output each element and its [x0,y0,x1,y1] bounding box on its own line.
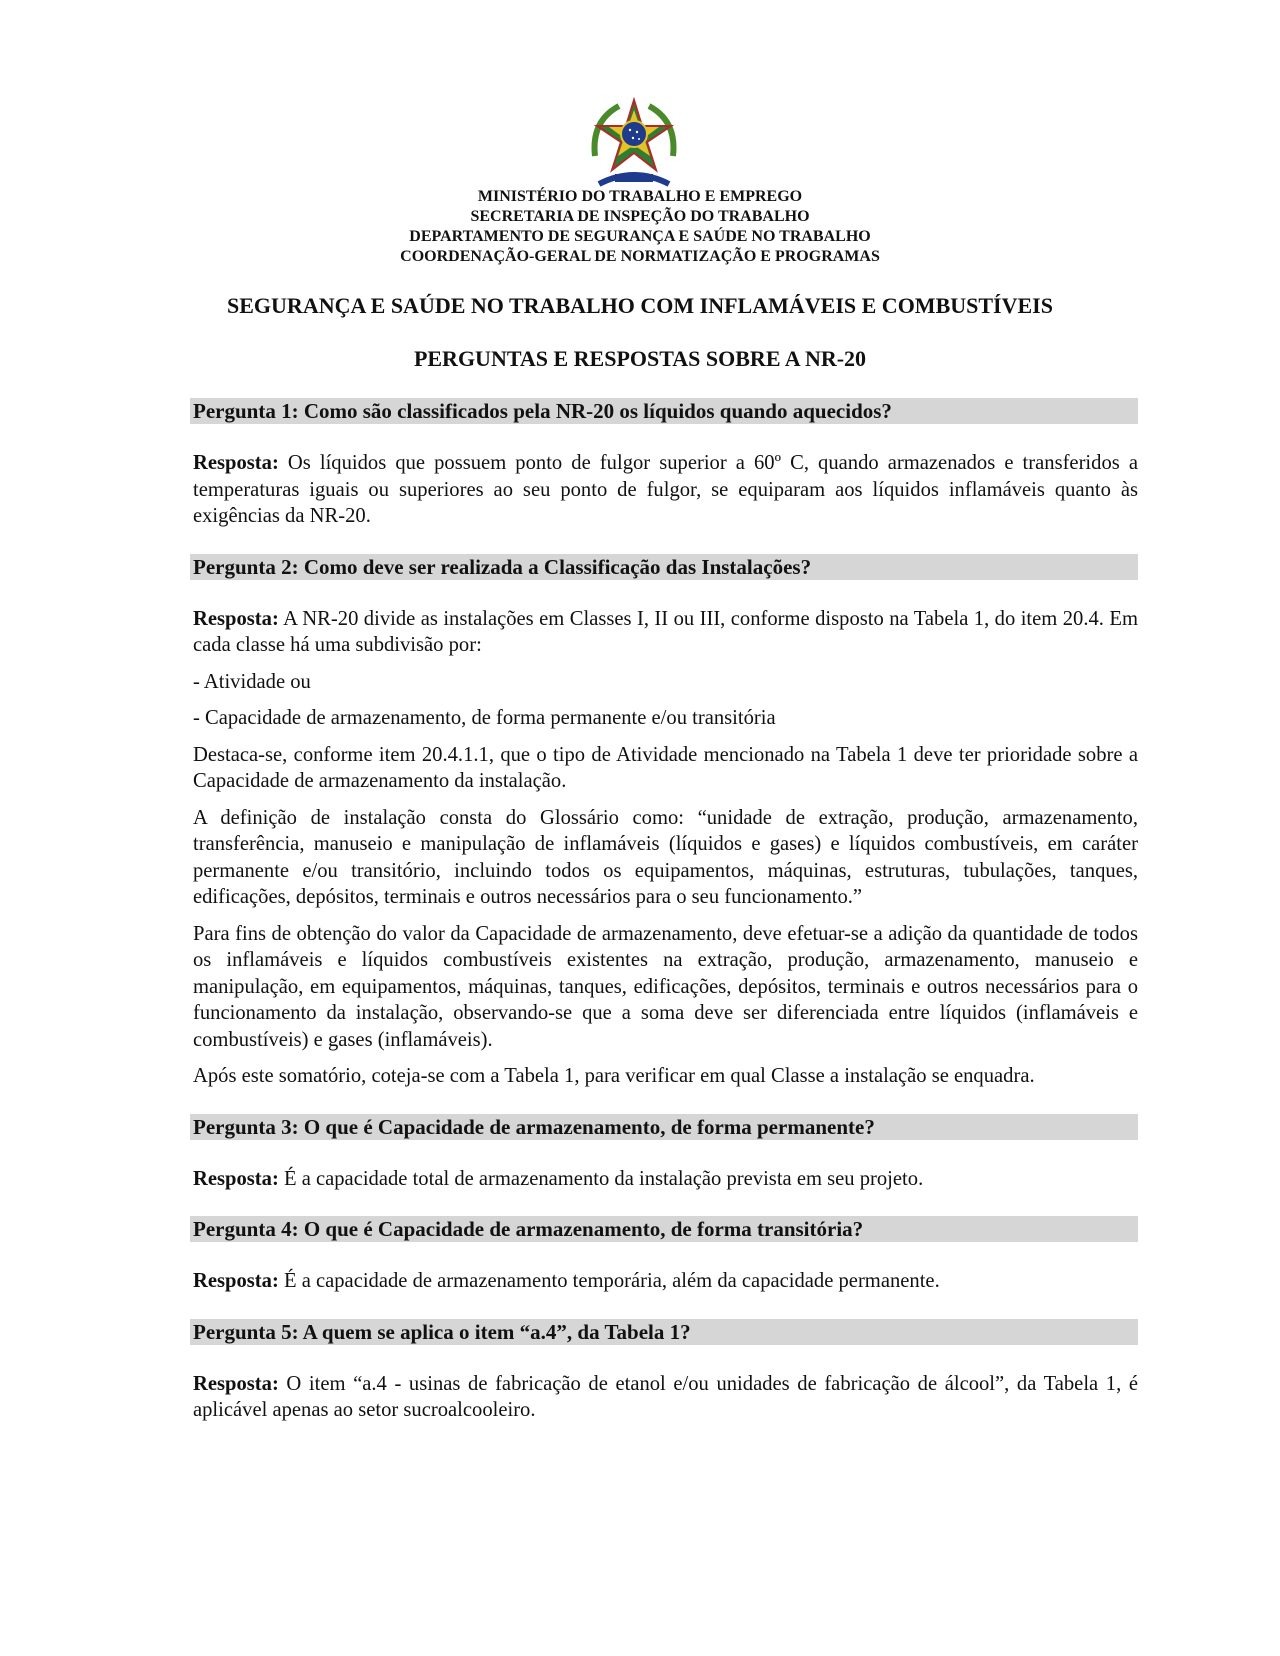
header-line-ministry: MINISTÉRIO DO TRABALHO E EMPREGO [477,188,803,205]
answer-text: É a capacidade total de armazenamento da instalação prevista em seu projeto. [278,1167,924,1190]
header-line-secretariat: SECRETARIA DE INSPEÇÃO DO TRABALHO [470,208,810,225]
answer-text: É a capacidade de armazenamento temporária, além da capacidade permanente. [278,1270,940,1292]
answer-3 [193,1166,1138,1193]
answer-text: Os líquidos que possuem ponto de fulgor superior a 60º C, quando armazenados e transferidos a temperaturas iguais ou superiores ao seu ponto de fulgor, se equiparam aos líquidos inflamáveis quanto às exigências da NR-20. [193,452,1138,527]
institution-header [0,187,1280,267]
header-line-coordination: COORDENAÇÃO-GERAL DE NORMATIZAÇÃO E PROGRAMAS [400,248,880,265]
qa-content [193,398,1138,1424]
answer-label: Resposta: [193,1270,279,1292]
question-2: Pergunta 2: Como deve ser realizada a Classificação das Instalações? [190,554,1138,580]
question-4: Pergunta 4: O que é Capacidade de armazenamento, de forma transitória? [190,1216,1138,1242]
question-1: Pergunta 1: Como são classificados pela NR-20 os líquidos quando aquecidos? [190,398,1138,424]
answer-label: Resposta: [193,452,279,474]
answer-label: Resposta: [193,1167,279,1190]
answer-5 [193,1371,1138,1424]
answer-label: Resposta: [193,607,279,630]
answer-2 [193,606,1138,659]
answer-text: A NR-20 divide as instalações em Classes I, II ou III, conforme disposto na Tabela 1, do item 20.4. Em cada classe há uma subdivisão por: [193,607,1138,656]
answer-2-item-capacity: - Capacidade de armazenamento, de forma permanente e/ou transitória [193,707,776,729]
document-title: SEGURANÇA E SAÚDE NO TRABALHO COM INFLAMÁVEIS E COMBUSTÍVEIS [227,293,1053,318]
answer-2-paragraph-capacity-sum: Para fins de obtenção do valor da Capacidade de armazenamento, deve efetuar-se a adição da quantidade de todos os inflamáveis e líquidos combustíveis existentes na extração, produção, armazenamento, manuseio e manipulação, em equipamentos, máquinas, tanques, edificações, depósitos, terminais e outros necessários para o funcionamento da instalação, observando-se que a soma deve ser diferenciada entre líquidos (inflamáveis e combustíveis) e gases (inflamáveis). [193,922,1138,1051]
answer-2-paragraph-priority: Destaca-se, conforme item 20.4.1.1, que o tipo de Atividade mencionado na Tabela 1 deve ter prioridade sobre a Capacidade de armazenamento da instalação. [193,743,1138,792]
question-3: Pergunta 3: O que é Capacidade de armazenamento, de forma permanente? [190,1114,1138,1140]
brazil-coat-of-arms-icon [589,96,679,191]
document-subtitle: PERGUNTAS E RESPOSTAS SOBRE A NR-20 [413,346,867,371]
header-line-department: DEPARTAMENTO DE SEGURANÇA E SAÚDE NO TRABALHO [409,228,871,245]
answer-2-item-activity: - Atividade ou [193,670,311,693]
answer-label: Resposta: [193,1372,279,1395]
answer-4 [193,1268,1138,1295]
question-5: Pergunta 5: A quem se aplica o item “a.4”, da Tabela 1? [190,1319,1138,1345]
answer-text: O item “a.4 - usinas de fabricação de etanol e/ou unidades de fabricação de álcool”, da Tabela 1, é aplicável apenas ao setor sucroalcooleiro. [193,1372,1138,1421]
answer-1 [193,450,1138,530]
answer-2-paragraph-definition: A definição de instalação consta do Glossário como: “unidade de extração, produção, armazenamento, transferência, manuseio e manipulação de inflamáveis (líquidos e gases) e líquidos combustíveis, em caráter permanente e/ou transitório, incluindo todos os equipamentos, máquinas, estruturas, tubulações, tanques, edificações, depósitos, terminais e outros necessários para o seu funcionamento.” [193,806,1138,908]
answer-2-paragraph-conclusion: Após este somatório, coteja-se com a Tabela 1, para verificar em qual Classe a instalação se enquadra. [193,1065,1035,1087]
